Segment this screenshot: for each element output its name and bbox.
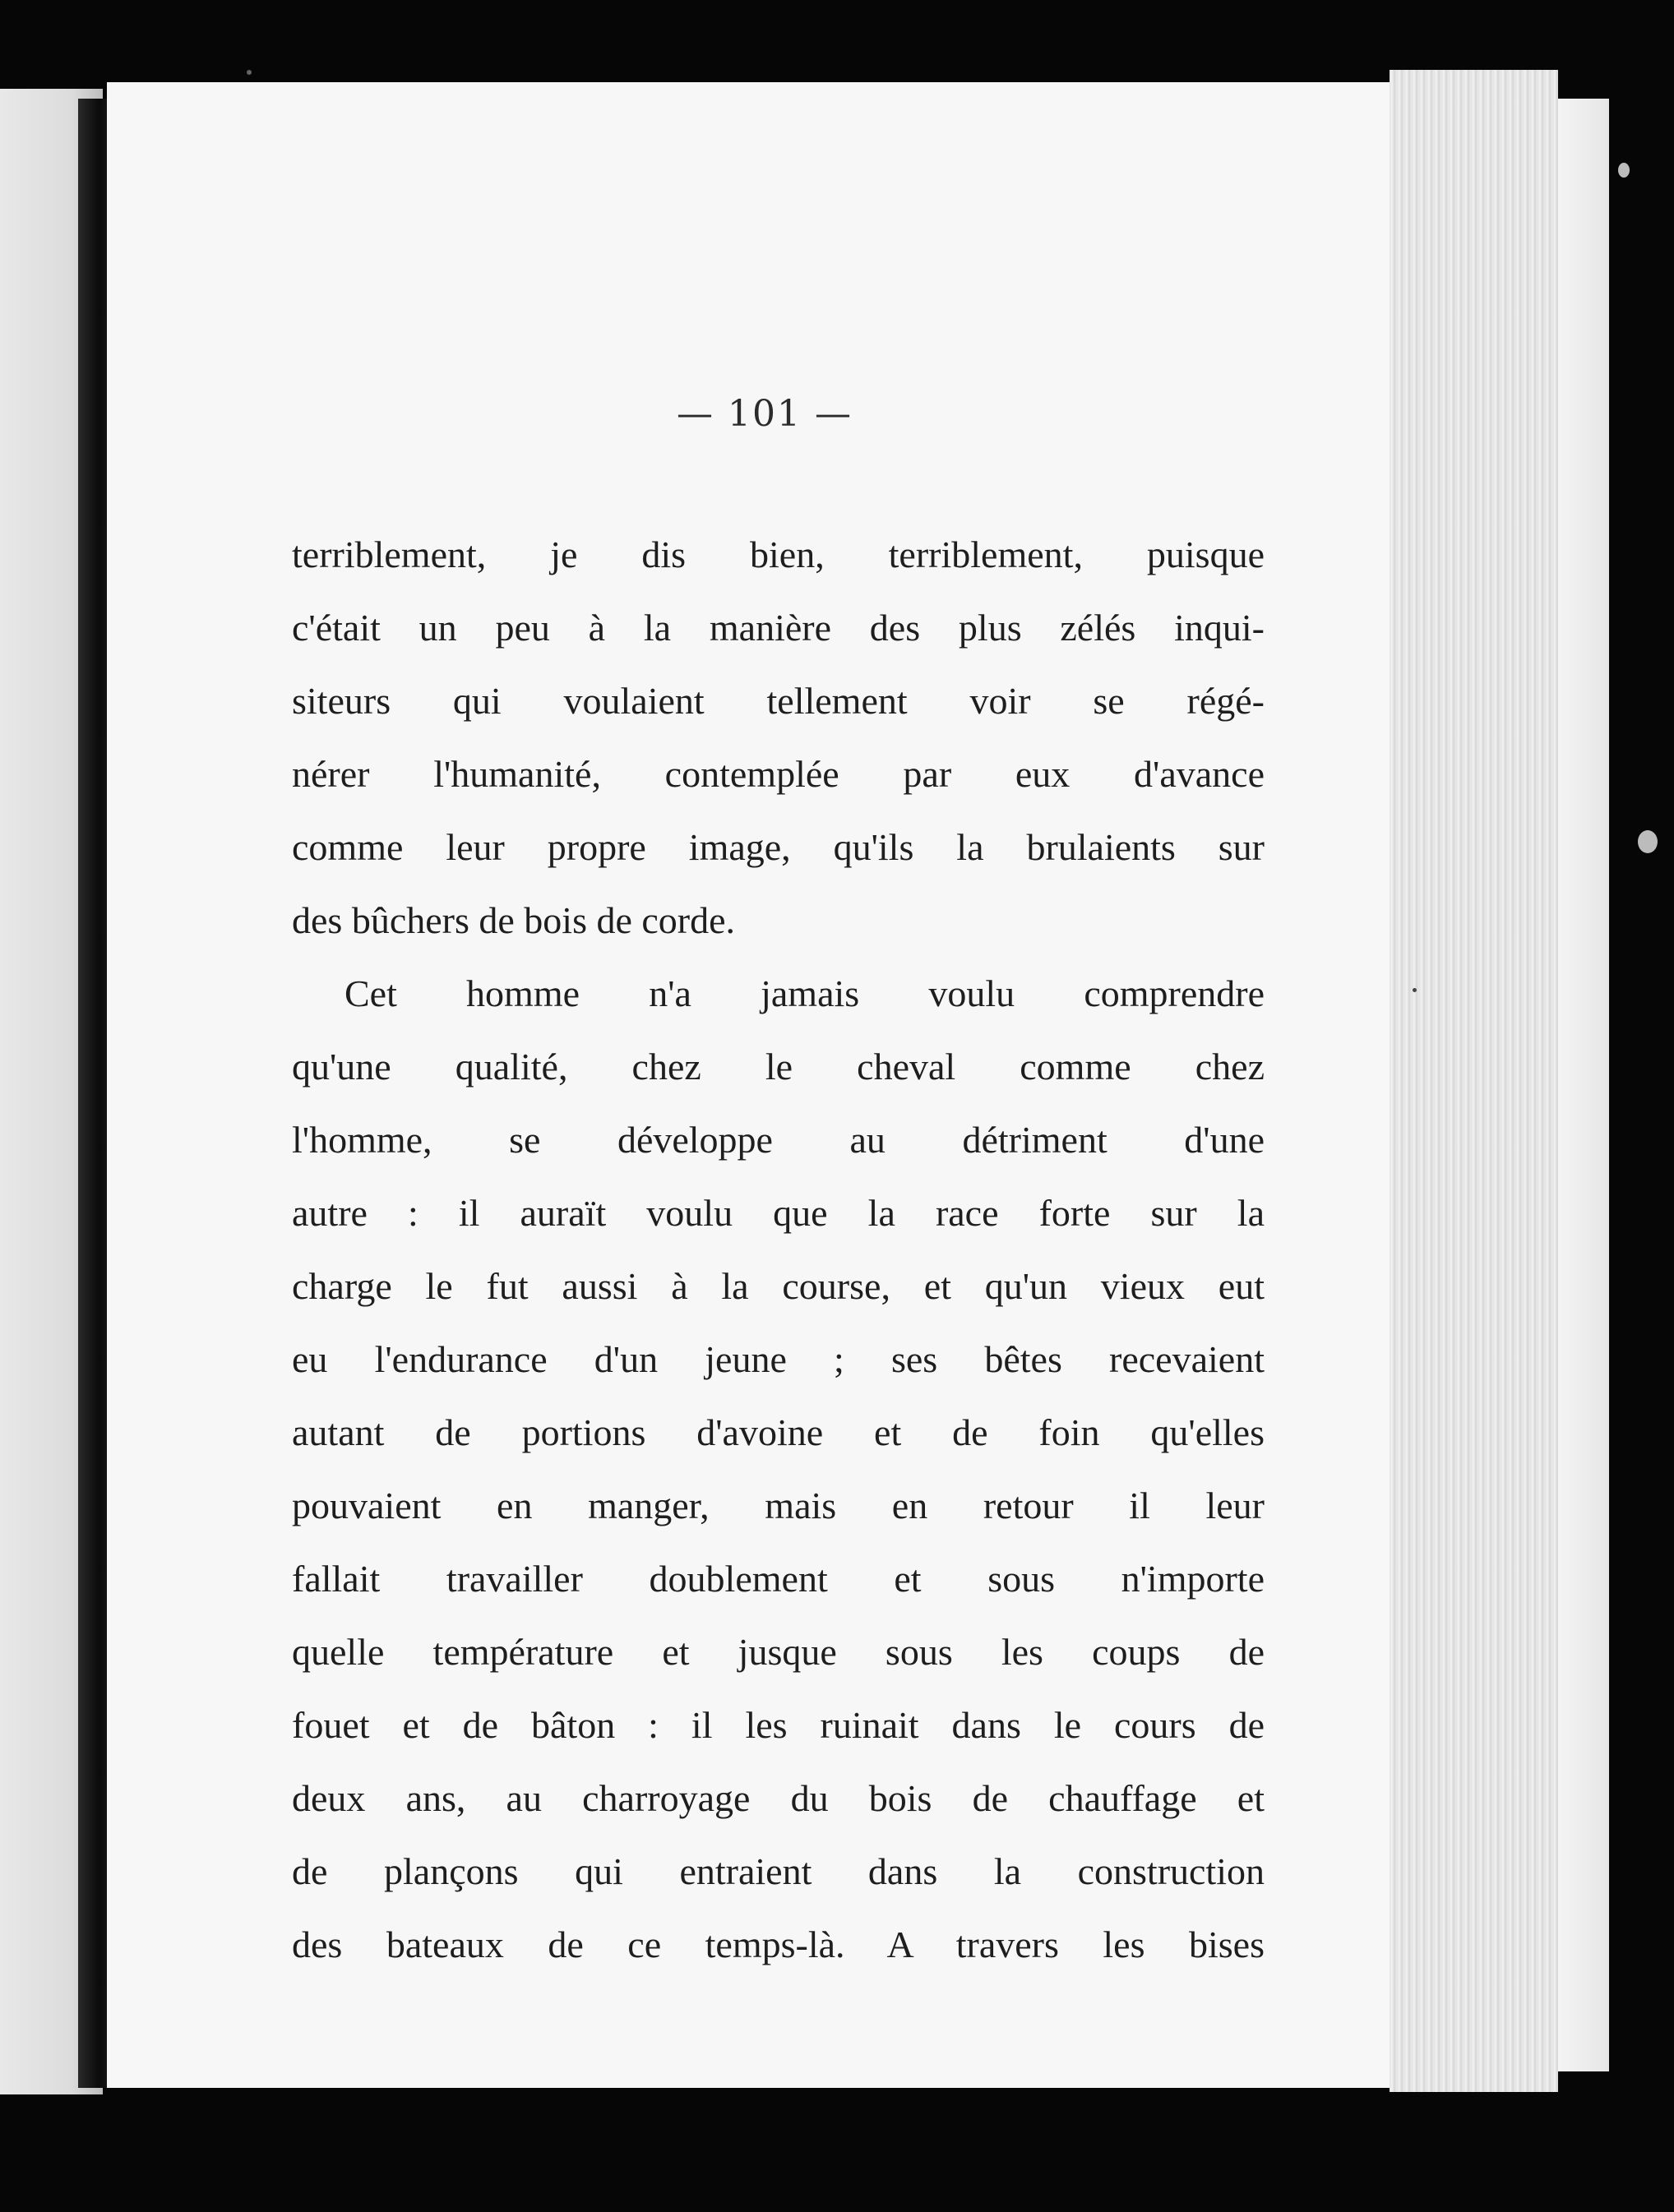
text-line: Cet homme n'a jamais voulu comprendre (345, 972, 1265, 1014)
cover-edge (1558, 99, 1609, 2071)
page-number: — 101 — (677, 393, 853, 435)
text-line: autre : il auraït voulu que la race forte sur la (292, 1192, 1265, 1234)
text-line: terriblement, je dis bien, terriblement, puisque (292, 533, 1265, 575)
text-line: nérer l'humanité, contemplée par eux d'avance (292, 753, 1265, 795)
text-line: c'était un peu à la manière des plus zélés inqui- (292, 607, 1265, 649)
text-line: fouet et de bâton : il les ruinait dans le cours de (292, 1704, 1265, 1746)
book-page (107, 82, 1390, 2088)
text-line: de plançons qui entraient dans la construction (292, 1850, 1265, 1892)
text-line: des bûchers de bois de corde. (292, 899, 736, 941)
page-stack-edges (1390, 70, 1558, 2092)
text-line: charge le fut aussi à la course, et qu'un vieux eut (292, 1265, 1265, 1307)
text-line: des bateaux de ce temps-là. A travers les bises (292, 1923, 1265, 1965)
text-line: deux ans, au charroyage du bois de chauffage et (292, 1777, 1265, 1819)
dust-speck (1618, 163, 1630, 178)
text-line: fallait travailler doublement et sous n'importe (292, 1558, 1265, 1600)
text-line: qu'une qualité, chez le cheval comme chez (292, 1046, 1265, 1088)
text-line: comme leur propre image, qu'ils la brulaients sur (292, 826, 1265, 868)
text-line: eu l'endurance d'un jeune ; ses bêtes recevaient (292, 1338, 1265, 1380)
text-line: autant de portions d'avoine et de foin qu'elles (292, 1411, 1265, 1453)
text-line: l'homme, se développe au détriment d'une (292, 1119, 1265, 1161)
text-line: quelle température et jusque sous les coups de (292, 1631, 1265, 1673)
text-line: pouvaient en manger, mais en retour il leur (292, 1485, 1265, 1526)
dust-speck (247, 70, 252, 75)
paragraph (292, 518, 1265, 957)
text-line: siteurs qui voulaient tellement voir se régé- (292, 680, 1265, 722)
page-text (292, 518, 1265, 1981)
paragraph (292, 957, 1265, 1981)
dust-speck (1638, 830, 1658, 853)
dust-speck (1413, 988, 1417, 992)
